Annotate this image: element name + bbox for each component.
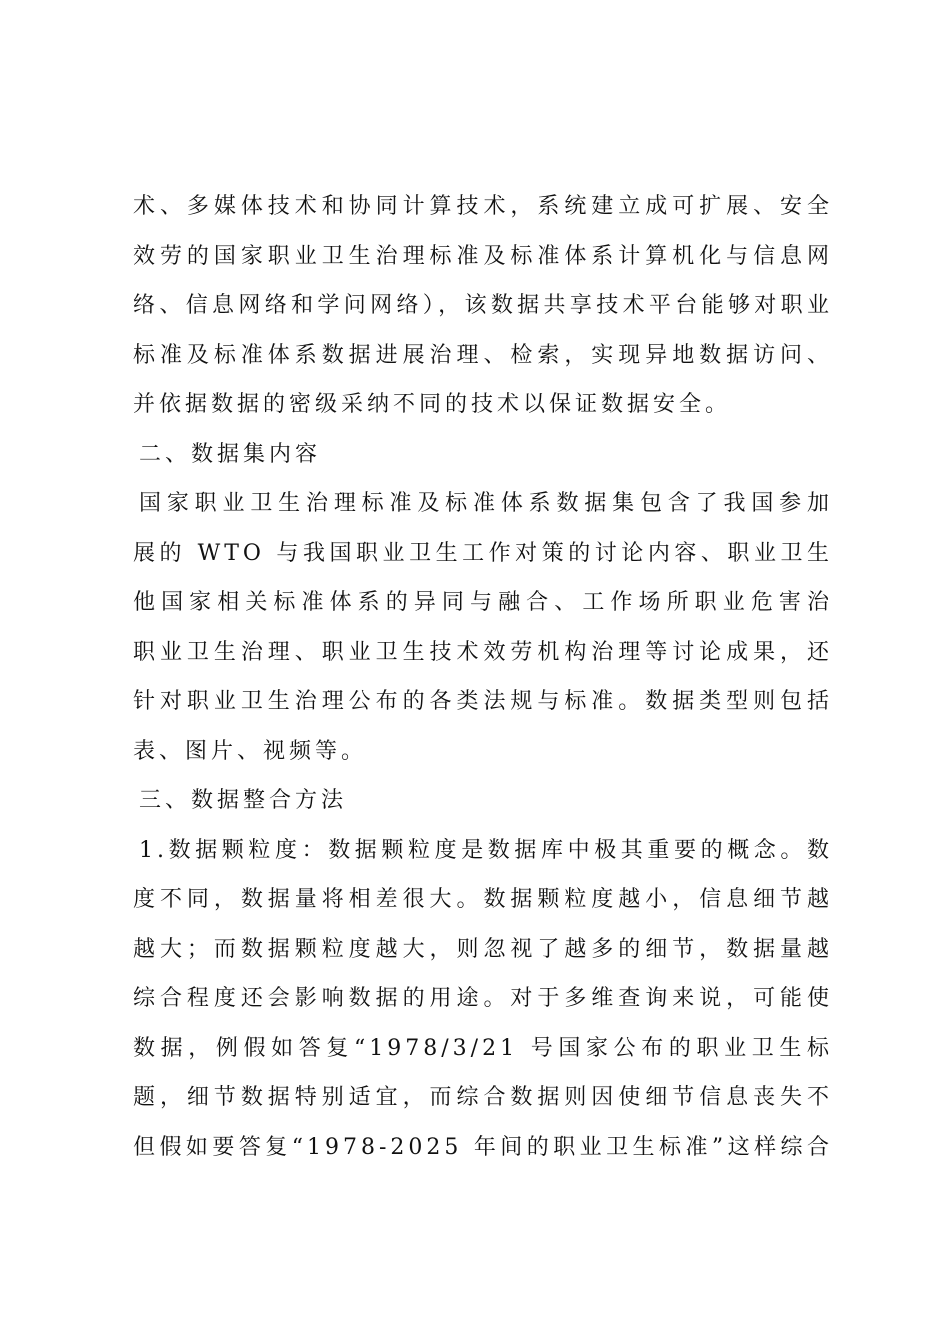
text-line: 越大；而数据颗粒度越大，则忽视了越多的细节，数据量越	[133, 936, 833, 962]
text-line: 络、信息网络和学问网络），该数据共享技术平台能够对职业	[133, 293, 833, 318]
text-line: 标准及标准体系数据进展治理、检索，实现异地数据访问、	[133, 342, 833, 368]
text-line: 效劳的国家职业卫生治理标准及标准体系计算机化与信息网	[133, 243, 833, 269]
text-line: 国家职业卫生治理标准及标准体系数据集包含了我国参加	[139, 491, 833, 516]
text-line: 并依据数据的密级采纳不同的技术以保证数据安全。	[133, 392, 732, 417]
text-line: 数据，例假如答复“1978/3/21 号国家公布的职业卫生标	[133, 1035, 833, 1061]
text-line: 针对职业卫生治理公布的各类法规与标准。数据类型则包括	[133, 689, 833, 714]
paragraph-2	[133, 479, 833, 776]
text-line: 他国家相关标准体系的异同与融合、工作场所职业危害治	[133, 590, 833, 615]
paragraph-1	[133, 182, 833, 430]
section-heading-content: 二、数据集内容	[139, 441, 322, 467]
text-line: 1.数据颗粒度：数据颗粒度是数据库中极其重要的概念。数	[139, 837, 833, 863]
section-heading-method: 三、数据整合方法	[139, 788, 348, 813]
text-line: 表、图片、视频等。	[133, 738, 368, 764]
text-line: 度不同，数据量将相差很大。数据颗粒度越小，信息细节越	[133, 887, 833, 912]
text-line: 展的 WTO 与我国职业卫生工作对策的讨论内容、职业卫生	[133, 540, 833, 566]
text-line: 题，细节数据特别适宜，而综合数据则因使细节信息丧失不	[133, 1085, 833, 1110]
paragraph-3	[133, 826, 833, 1173]
text-line: 术、多媒体技术和协同计算技术，系统建立成可扩展、安全	[133, 194, 833, 219]
text-line: 职业卫生治理、职业卫生技术效劳机构治理等讨论成果，还	[133, 639, 833, 665]
document-body	[133, 182, 833, 1172]
text-line: 综合程度还会影响数据的用途。对于多维查询来说，可能使	[133, 986, 833, 1011]
text-line: 但假如要答复“1978-2025 年间的职业卫生标准”这样综合	[133, 1134, 833, 1160]
